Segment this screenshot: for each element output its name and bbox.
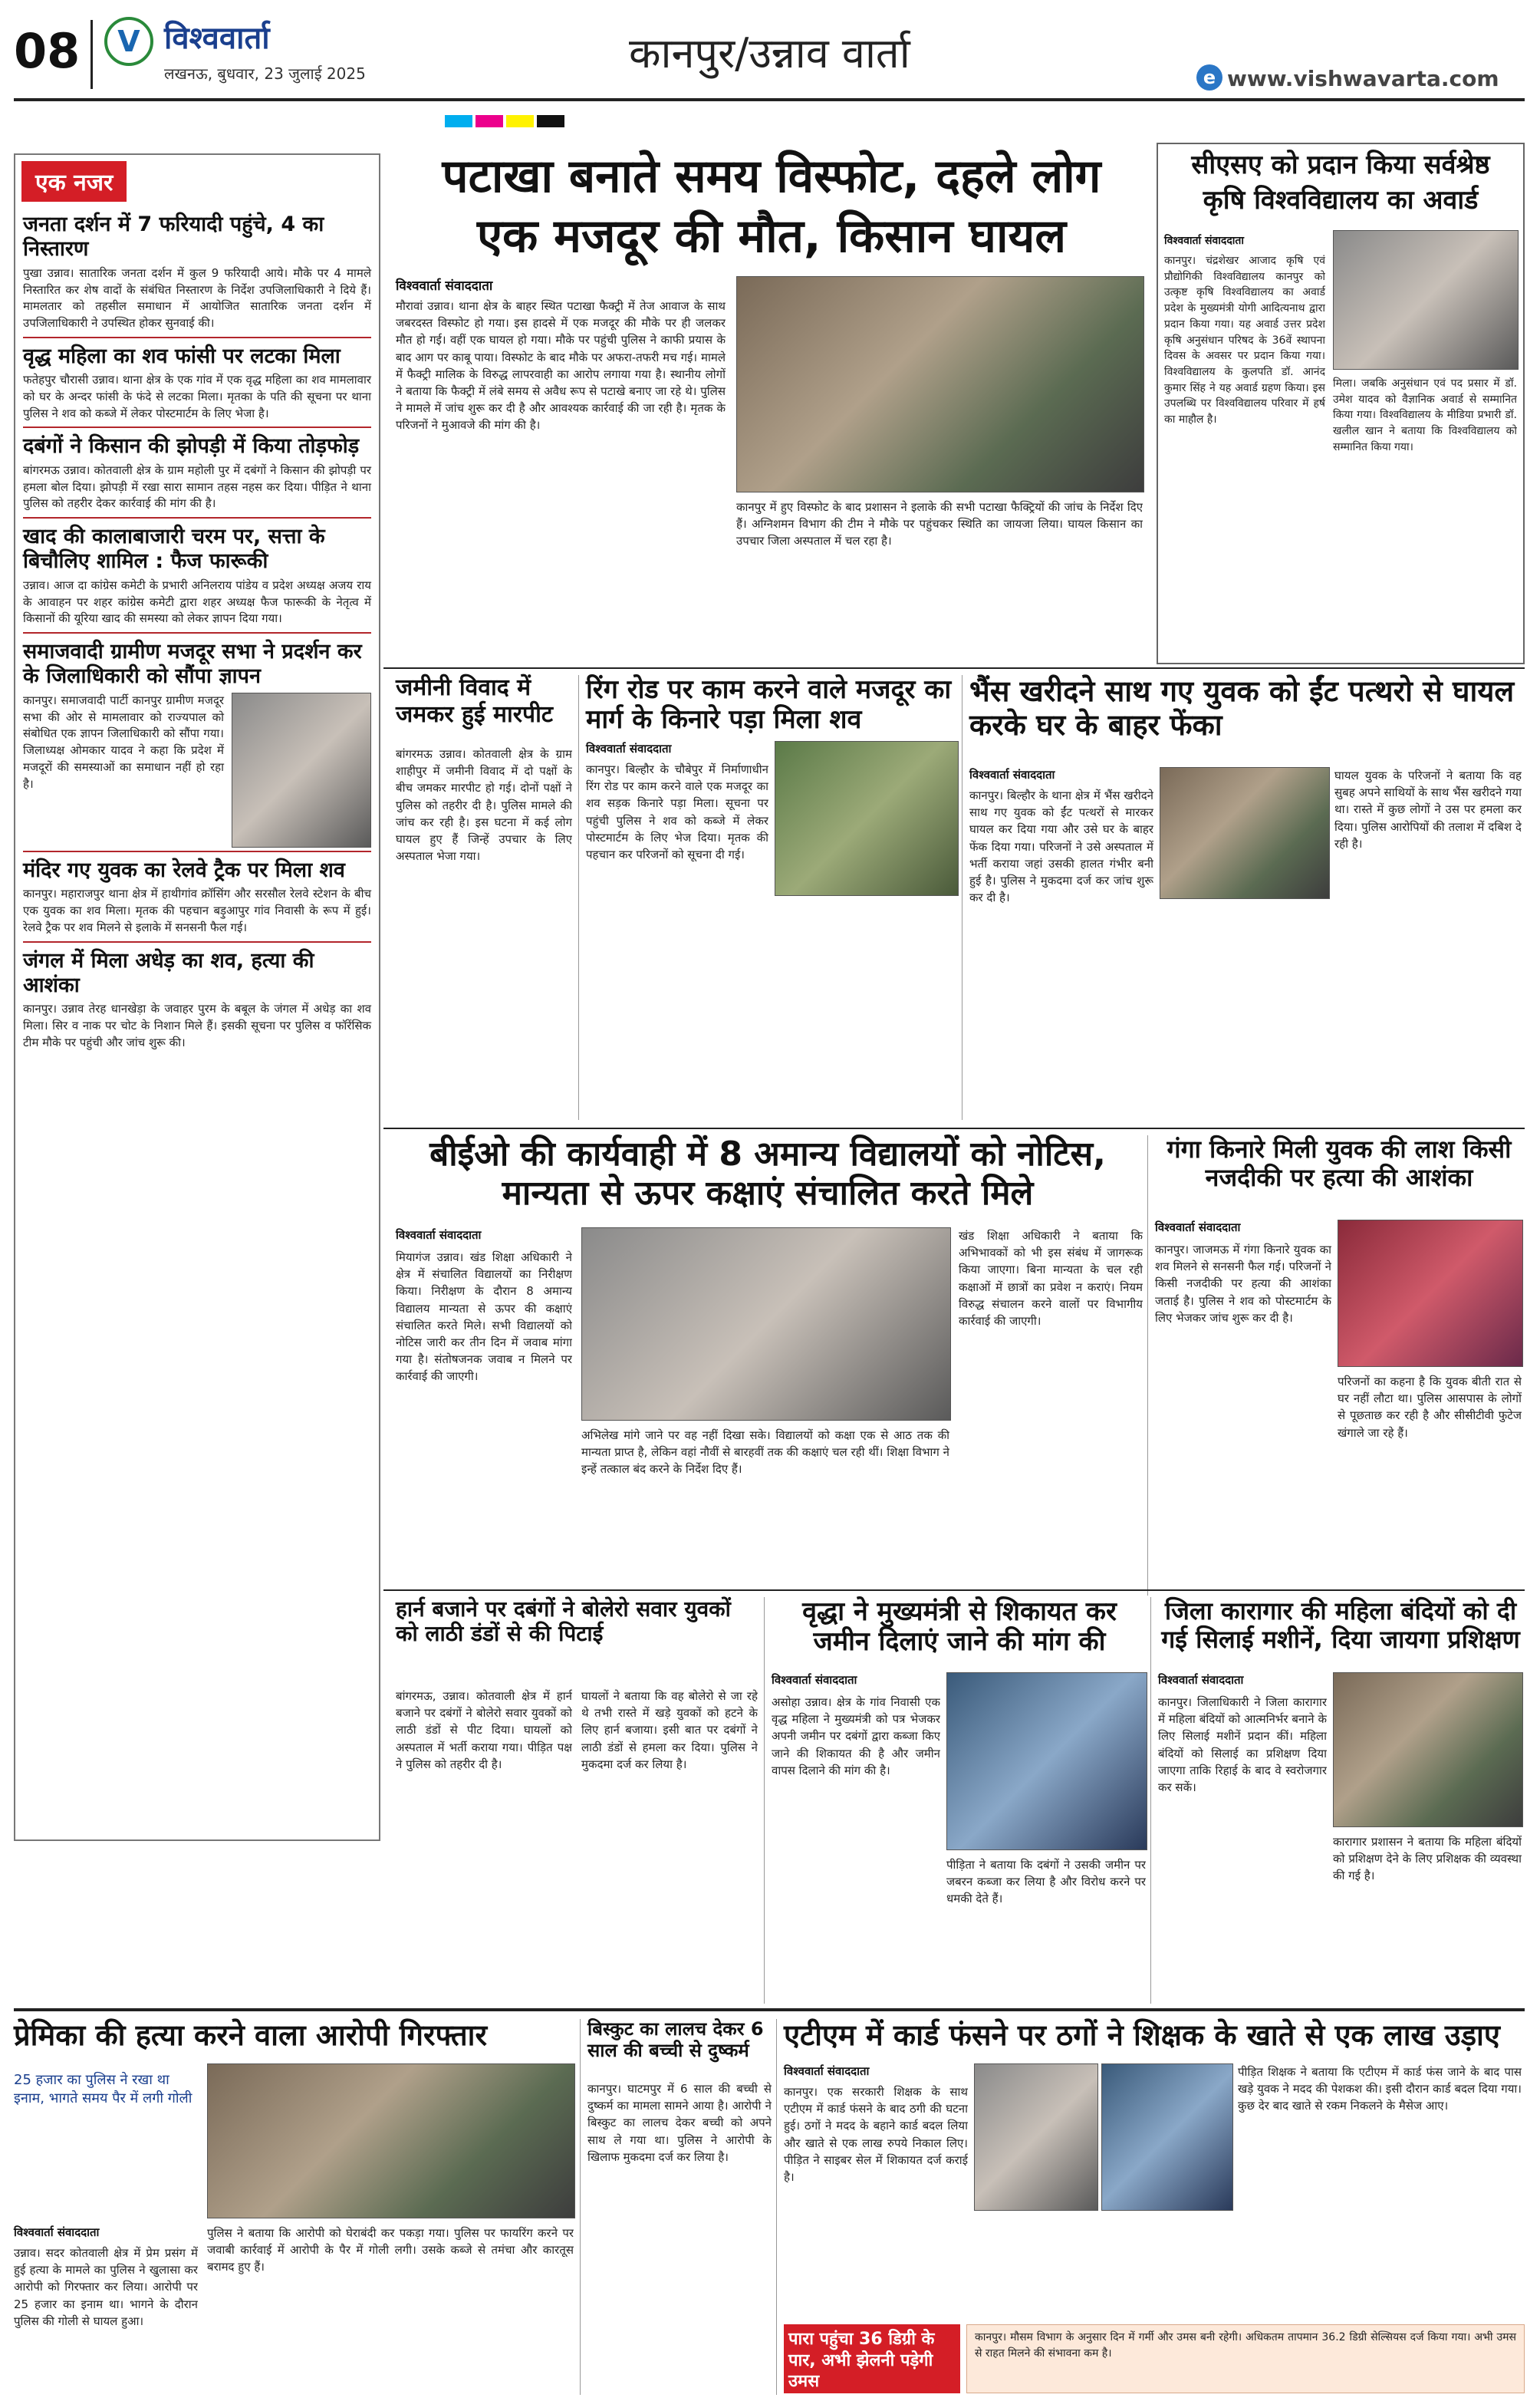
ring-photo xyxy=(775,741,959,896)
column-divider xyxy=(1150,1597,1151,2004)
sidebar-item-headline: मंदिर गए युवक का रेलवे ट्रैक पर मिला शव xyxy=(23,858,345,882)
page-number: 08 xyxy=(14,23,81,79)
sidebar-item xyxy=(15,434,379,512)
elderly-body: असोहा उन्नाव। क्षेत्र के गांव निवासी एक वृद्ध महिला ने मुख्यमंत्री को पत्र भेजकर अपनी जमीन पर दबंगों द्वारा कब्जा किए जाने की शिकायत की है और जमीन वापस दिलाने की मांग की है। xyxy=(772,1695,940,1777)
ring-body: कानपुर। बिल्हौर के चौबेपुर में निर्माणाधीन रिंग रोड पर काम करने वाले एक मजदूर का शव सड़क किनारे पड़ा मिला। सूचना पर पहुंची पुलिस ने शव को कब्जे में लेकर पोस्टमार्टम के लिए भेज दिया। मृतक की पहचान कर परिजनों को सूचना दी गई। xyxy=(586,762,768,861)
atm-photo-2 xyxy=(1101,2063,1233,2211)
column-divider xyxy=(580,2019,581,2395)
award-headline-line2: कृषि विश्वविद्यालय का अवार्ड xyxy=(1203,185,1479,216)
main-headline-line1: पटाखा बनाते समय विस्फोट, दहले लोग xyxy=(442,150,1101,203)
sidebar-item-headline: खाद की कालाबाजारी चरम पर, सत्ता के बिचौलिए शामिल : फैज फारूकी xyxy=(23,525,325,574)
buffalo-body: कानपुर। बिल्हौर के थाना क्षेत्र में भैंस खरीदने साथ गए युवक को ईंट पत्थरों से मारकर घायल कर दिया गया और उसे घर के बाहर फेंक दिया गया। परिजनों ने उसे अस्पताल में भर्ती कराया जहां उसकी हालत गंभीर बनी हुई है। पुलिस ने मुकदमा दर्ज कर जांच शुरू कर दी है। xyxy=(969,789,1153,905)
elderly-photo xyxy=(946,1672,1147,1850)
jail-byline: विश्ववार्ता संवाददाता xyxy=(1158,1673,1244,1687)
section-title: कानपुर/उन्नाव वार्ता xyxy=(629,29,910,77)
award-headline-line1: सीएसए को प्रदान किया सर्वश्रेष्ठ xyxy=(1191,150,1490,180)
column-divider xyxy=(776,2019,777,2395)
sidebar-item-body: कानपुर। उन्नाव तेरह धानखेड़ा के जवाहर पुरम के बबूल के जंगल में अधेड़ का शव मिला। सिर व नाक पर चोट के निशान मिले हैं। इसकी सूचना पर पुलिस व फॉरेंसिक टीम मौके पर पहुंची और जांच शुरू की। xyxy=(23,1002,371,1049)
sidebar-item-body: कानपुर। महाराजपुर थाना क्षेत्र में हाथीगांव क्रॉसिंग और सरसौल रेलवे स्टेशन के बीच एक युवक का शव मिला। मृतक की पहचान बड़ुआपुर गांव निवासी के रूप में हुई। रेलवे ट्रैक पर शव मिलने से इलाके में सनसनी फैल गई। xyxy=(23,887,371,934)
buffalo-body-cont: घायल युवक के परिजनों ने बताया कि वह सुबह अपने साथियों के साथ भैंस खरीदने गया था। रास्ते में कुछ लोगों ने उस पर हमला कर दिया। पुलिस आरोपियों की तलाश में दबिश दे रही है। xyxy=(1334,769,1522,851)
weather-headline: पारा पहुंचा 36 डिग्री के पार, अभी झेलनी पड़ेगी उमस xyxy=(784,2324,960,2393)
horn-body-cont: घायलों ने बताया कि वह बोलेरो से जा रहे थे तभी रास्ते में खड़े युवकों को हटने के लिए हार्न बजाया। इसी बात पर दबंगों ने लाठी डंडों से हमला कर दिया। पुलिस ने मुकदमा दर्ज कर लिया है। xyxy=(581,1689,758,1771)
ring-headline: रिंग रोड पर काम करने वाले मजदूर का मार्ग के किनारे पड़ा मिला शव xyxy=(586,674,952,736)
sidebar-item xyxy=(15,525,379,627)
sidebar-divider xyxy=(23,337,371,338)
sidebar-item xyxy=(15,949,379,1052)
beo-body-cont2: खंड शिक्षा अधिकारी ने बताया कि अभिभावकों को भी इस संबंध में जागरूक किया जाएगा। बिना मान्यता के चल रही कक्षाओं में छात्रों का प्रवेश न कराएं। नियम विरुद्ध संचालन करने वालों पर विभागीय कार्रवाई की जाएगी। xyxy=(959,1229,1143,1328)
sidebar-item-body: उन्नाव। आज दा कांग्रेस कमेटी के प्रभारी अनिलराय पांडेय व प्रदेश अध्यक्ष अजय राय के आवाहन पर शहर कांग्रेस कमेटी द्वारा शहर अध्यक्ष फैज फारूकी के नेतृत्व में किसानों की यूरिया खाद की समस्या को लेकर ज्ञापन दिया गया। xyxy=(23,578,371,626)
row-divider xyxy=(383,1589,1525,1591)
sidebar-item-body: फतेहपुर चौरासी उन्नाव। थाना क्षेत्र के एक गांव में एक वृद्ध महिला का शव मामलावार को घर के अन्दर फांसी के फंदे से लटका मिला। मृतका के पति की सूचना पर थाना पुलिस ने शव को कब्जे में लेकर पोस्टमार्टम के लिए भेजा है। xyxy=(23,373,371,420)
sidebar-divider xyxy=(23,851,371,852)
sidebar-label: एक नजर xyxy=(21,161,127,202)
protest-photo xyxy=(232,693,371,848)
sidebar-item-headline: जंगल में मिला अधेड़ का शव, हत्या की आशंका xyxy=(23,948,314,997)
sidebar-ek-nazar xyxy=(14,153,380,1841)
globe-icon: e xyxy=(1196,64,1222,91)
website-url: www.vishwavarta.com xyxy=(1227,66,1499,91)
jail-headline: जिला कारागार की महिला बंदियों को दी गई सिलाई मशीनें, दिया जायगा प्रशिक्षण xyxy=(1161,1596,1520,1654)
lover-photo xyxy=(207,2063,575,2218)
beo-body-cont: अभिलेख मांगे जाने पर वह नहीं दिखा सके। विद्यालयों को कक्षा एक से आठ तक की मान्यता प्राप्त है, लेकिन वहां नौवीं से बारहवीं तक की कक्षाएं चल रही थीं। शिक्षा विभाग ने इन्हें तत्काल बंद करने के निर्देश दिए हैं। xyxy=(581,1428,949,1477)
elderly-body-cont: पीड़िता ने बताया कि दबंगों ने उसकी जमीन पर जबरन कब्जा कर लिया है और विरोध करने पर धमकी देते हैं। xyxy=(946,1858,1146,1906)
ganga-photo xyxy=(1338,1220,1523,1367)
sidebar-divider xyxy=(23,427,371,428)
main-story-body-cont: कानपुर में हुए विस्फोट के बाद प्रशासन ने इलाके की सभी पटाखा फैक्ट्रियों की जांच के निर्देश दिए हैं। अग्निशमन विभाग की टीम ने मौके पर पहुंचकर स्थिति का जायजा लिया। घायल किसान का उपचार जिला अस्पताल में चल रहा है। xyxy=(736,500,1143,548)
award-byline: विश्ववार्ता संवाददाता xyxy=(1164,235,1245,247)
horn-body: बांगरमऊ, उन्नाव। कोतवाली क्षेत्र में हार्न बजाने पर दबंगों ने बोलेरो सवार युवकों को लाठी डंडों से पीट दिया। घायलों को अस्पताल में भर्ती कराया गया। पीड़ित पक्ष ने पुलिस को तहरीर दी है। xyxy=(396,1689,572,1771)
sidebar-item xyxy=(15,858,379,937)
weather-body: कानपुर। मौसम विभाग के अनुसार दिन में गर्मी और उमस बनी रहेगी। अधिकतम तापमान 36.2 डिग्री सेल्सियस दर्ज किया गया। अभी उमस से राहत मिलने की संभावना कम है। xyxy=(966,2324,1525,2393)
horn-headline: हार्न बजाने पर दबंगों ने बोलेरो सवार युवकों को लाठी डंडों से की पिटाई xyxy=(396,1596,731,1647)
ganga-body: कानपुर। जाजमऊ में गंगा किनारे युवक का शव मिलने से सनसनी फैल गई। परिजनों ने किसी नजदीकी पर हत्या की आशंका जताई है। पुलिस ने शव को पोस्टमार्टम के लिए भेजकर जांच शुरू कर दी है। xyxy=(1155,1243,1331,1325)
brand-name: विश्ववार्ता xyxy=(164,21,270,56)
header-divider xyxy=(90,20,93,89)
main-story-photo xyxy=(736,276,1144,492)
column-divider xyxy=(1147,1135,1148,1596)
buffalo-byline: विश्ववार्ता संवाददाता xyxy=(969,768,1055,782)
sidebar-item xyxy=(15,344,379,423)
beo-photo xyxy=(581,1227,951,1421)
ganga-headline: गंगा किनारे मिली युवक की लाश किसी नजदीकी पर हत्या की आशंका xyxy=(1167,1135,1512,1192)
sidebar-item-headline: जनता दर्शन में 7 फरियादी पहुंचे, 4 का निस्तारण xyxy=(23,212,324,262)
sidebar-item-body: बांगरमऊ उन्नाव। कोतवाली क्षेत्र के ग्राम महोली पुर में दबंगों ने किसान की झोपड़ी पर हमला बोल दिया। झोपड़ी में रखा सारा सामान तहस नहस कर दिया। पीड़ित ने थाना पुलिस को तहरीर देकर कार्रवाई की मांग की है। xyxy=(23,463,371,511)
lover-headline: प्रेमिका की हत्या करने वाला आरोपी गिरफ्तार xyxy=(14,2018,488,2052)
cmyk-mark-cyan xyxy=(445,115,472,127)
elderly-headline: वृद्धा ने मुख्यमंत्री से शिकायत कर जमीन दिलाएं जाने की मांग की xyxy=(802,1596,1117,1658)
dateline: लखनऊ, बुधवार, 23 जुलाई 2025 xyxy=(164,64,366,83)
header-rule xyxy=(14,98,1525,101)
row-divider-bottom xyxy=(14,2008,1525,2011)
sidebar-item xyxy=(15,640,379,848)
buffalo-photo xyxy=(1160,767,1330,899)
sidebar-item-headline: दबंगों ने किसान की झोपड़ी में किया तोड़फोड़ xyxy=(23,434,360,459)
sidebar-divider xyxy=(23,632,371,634)
land-headline: जमीनी विवाद में जमकर हुई मारपीट xyxy=(396,674,553,728)
atm-body-cont: पीड़ित शिक्षक ने बताया कि एटीएम में कार्ड फंस जाने के बाद पास खड़े युवक ने मदद की पेशकश की। इसी दौरान कार्ड बदल दिया गया। कुछ देर बाद खाते से रकम निकलने के मैसेज आए। xyxy=(1238,2065,1522,2113)
main-story-byline: विश्ववार्ता संवाददाता xyxy=(396,278,493,294)
jail-body-cont: कारागार प्रशासन ने बताया कि महिला बंदियों को प्रशिक्षण देने के लिए प्रशिक्षक की व्यवस्था की गई है। xyxy=(1333,1835,1522,1883)
biscuit-body: कानपुर। घाटमपुर में 6 साल की बच्ची से दुष्कर्म का मामला सामने आया है। आरोपी ने बिस्कुट का लालच देकर बच्ची को अपने साथ ले गया था। पुलिस ने आरोपी के खिलाफ मुकदमा दर्ज कर लिया है। xyxy=(587,2082,772,2164)
main-headline-line2: एक मजदूर की मौत, किसान घायल xyxy=(476,209,1067,263)
cmyk-mark-magenta xyxy=(475,115,503,127)
sidebar-item-body: कानपुर। समाजवादी पार्टी कानपुर ग्रामीण मजदूर सभा की ओर से मामलावार को राज्यपाल को संबोधित एक ज्ञापन जिलाधिकारी को सौंपा गया। जिलाध्यक्ष ओमकार यादव ने कहा कि प्रदेश में मजदूरों की समस्याओं का समाधान नहीं हो रहा है। xyxy=(23,693,224,791)
elderly-byline: विश्ववार्ता संवाददाता xyxy=(772,1673,857,1687)
sidebar-item-headline: वृद्ध महिला का शव फांसी पर लटका मिला xyxy=(23,344,341,368)
land-body: बांगरमऊ उन्नाव। कोतवाली क्षेत्र के ग्राम शाहीपुर में जमीनी विवाद में दो पक्षों के बीच जमकर मारपीट हो गई। दोनों पक्षों ने पुलिस को तहरीर दी है। पुलिस मामले की जांच कर रही है। इस घटना में कई लोग घायल हुए हैं जिन्हें उपचार के लिए अस्पताल भेजा गया। xyxy=(396,747,572,864)
biscuit-headline: बिस्कुट का लालच देकर 6 साल की बच्ची से दुष्कर्म xyxy=(587,2018,764,2061)
brand-logo-icon: V xyxy=(104,17,153,66)
sidebar-item-body: पुखा उन्नाव। सातारिक जनता दर्शन में कुल 9 फरियादी आये। मौके पर 4 मामले निस्तारित कर शेष वादों के संबंधित निस्तारण के निर्देश उपजिलाधिकारी ने दिये हैं। मामलतार को तहसील समाधान में आयोजित सातारिक जनता दर्शन में उपजिलाधिकारी ने उपस्थित होकर सुनवाई की। xyxy=(23,265,371,331)
buffalo-headline: भैंस खरीदने साथ गए युवक को ईंट पत्थरो से घायल करके घर के बाहर फेंका xyxy=(969,674,1515,742)
row-divider xyxy=(383,1128,1525,1129)
lover-byline: विश्ववार्ता संवाददाता xyxy=(14,2225,100,2239)
lover-body: उन्नाव। सदर कोतवाली क्षेत्र में प्रेम प्रसंग में हुई हत्या के मामले का पुलिस ने खुलासा कर आरोपी को गिरफ्तार कर लिया। आरोपी पर 25 हजार का इनाम था। भागने के दौरान पुलिस की गोली से घायल हुआ। xyxy=(14,2246,198,2328)
beo-byline: विश्ववार्ता संवाददाता xyxy=(396,1228,482,1242)
sidebar-divider xyxy=(23,517,371,519)
sidebar-item xyxy=(15,212,379,332)
column-divider xyxy=(578,675,579,1120)
sidebar-divider xyxy=(23,941,371,943)
atm-body: कानपुर। एक सरकारी शिक्षक के साथ एटीएम में कार्ड फंसने के बाद ठगी की घटना हुई। ठगों ने मदद के बहाने कार्ड बदल लिया और खाते से एक लाख रुपये निकाल लिए। पीड़ित ने साइबर सेल में शिकायत दर्ज कराई है। xyxy=(784,2085,968,2184)
ring-byline: विश्ववार्ता संवाददाता xyxy=(586,742,672,756)
beo-body: मियागंज उन्नाव। खंड शिक्षा अधिकारी ने क्षेत्र में संचालित विद्यालयों का निरीक्षण किया। निरीक्षण के दौरान 8 अमान्य विद्यालय मान्यता से ऊपर की कक्षाएं संचालित करते मिले। सभी विद्यालयों को नोटिस जारी कर तीन दिन में जवाब मांगा गया है। संतोषजनक जवाब न मिलने पर कार्रवाई की जाएगी। xyxy=(396,1250,572,1384)
atm-photo-1 xyxy=(974,2063,1098,2211)
atm-headline: एटीएम में कार्ड फंसने पर ठगों ने शिक्षक के खाते से एक लाख उड़ाए xyxy=(784,2018,1500,2052)
cmyk-mark-yellow xyxy=(506,115,534,127)
award-photo xyxy=(1333,230,1519,370)
award-body-cont: मिला। जबकि अनुसंधान एवं पद प्रसार में डॉ. उमेश यादव को वैज्ञानिक अवार्ड से सम्मानित किया गया। विश्वविद्यालय के मीडिया प्रभारी डॉ. खलील खान ने बताया कि विश्वविद्यालय को सम्मानित किया गया। xyxy=(1333,377,1517,453)
beo-headline: बीईओ की कार्यवाही में 8 अमान्य विद्यालयों को नोटिस, मान्यता से ऊपर कक्षाएं संचालित करते मिले xyxy=(429,1135,1106,1213)
ganga-body-cont: परिजनों का कहना है कि युवक बीती रात से घर नहीं लौटा था। पुलिस आसपास के लोगों से पूछताछ कर रही है और सीसीटीवी फुटेज खंगाले जा रहे हैं। xyxy=(1338,1375,1522,1440)
column-divider xyxy=(764,1597,765,2004)
atm-byline: विश्ववार्ता संवाददाता xyxy=(784,2064,870,2078)
row-divider xyxy=(383,667,1525,669)
lover-pullquote: 25 हजार का पुलिस ने रखा था इनाम, भागते समय पैर में लगी गोली xyxy=(14,2072,192,2107)
cmyk-mark-black xyxy=(537,115,564,127)
ganga-byline: विश्ववार्ता संवाददाता xyxy=(1155,1220,1241,1234)
lover-body-cont: पुलिस ने बताया कि आरोपी को घेराबंदी कर पकड़ा गया। पुलिस पर फायरिंग करने पर जवाबी कार्रवाई में आरोपी के पैर में गोली लगी। उसके कब्जे से तमंचा और कारतूस बरामद हुए हैं। xyxy=(207,2226,574,2274)
jail-body: कानपुर। जिलाधिकारी ने जिला कारागार में महिला बंदियों को आत्मनिर्भर बनाने के लिए सिलाई मशीनें प्रदान कीं। महिला बंदियों को सिलाई का प्रशिक्षण दिया जाएगा ताकि रिहाई के बाद वे स्वरोजगार कर सकें। xyxy=(1158,1695,1327,1794)
sidebar-item-headline: समाजवादी ग्रामीण मजदूर सभा ने प्रदर्शन कर के जिलाधिकारी को सौंपा ज्ञापन xyxy=(23,640,362,689)
award-body: कानपुर। चंद्रशेखर आजाद कृषि एवं प्रौद्योगिकी विश्वविद्यालय कानपुर को उत्कृष्ट कृषि विश्वविद्यालय का अवार्ड प्रदेश के मुख्यमंत्री योगी आदित्यनाथ द्वारा प्रदान किया गया। यह अवार्ड उत्तर प्रदेश कृषि अनुसंधान परिषद के 36वें स्थापना दिवस के अवसर पर प्रदान किया गया। विश्वविद्यालय के कुलपति डॉ. आनंद कुमार सिंह ने यह अवार्ड ग्रहण किया। इस उपलब्धि पर विश्वविद्यालय परिवार में हर्ष का माहौल है। xyxy=(1164,255,1325,427)
jail-photo xyxy=(1333,1672,1523,1827)
main-story-body: मौरावां उन्नाव। थाना क्षेत्र के बाहर स्थित पटाखा फैक्ट्री में तेज आवाज के साथ जबरदस्त विस्फोट हो गया। इस हादसे में एक मजदूर की मौके पर ही जलकर मौत हो गई। वहीं एक घायल हो गया। मौके पर पहुंची पुलिस ने काफी प्रयास के बाद आग पर काबू पाया। विस्फोट के बाद मौके पर अफरा-तफरी मच गई। मामले में फैक्ट्री मालिक के विरुद्ध लापरवाही का आरोप लगाया गया है। स्थानीय लोगों ने बताया कि फैक्ट्री में लंबे समय से अवैध रूप से पटाखे बनाए जा रहे थे। पुलिस ने मामले में जांच शुरू कर दी है और आवश्यक कार्रवाई की जा रही है। मृतक के परिजनों ने मुआवजे की मांग की है। xyxy=(396,299,726,433)
